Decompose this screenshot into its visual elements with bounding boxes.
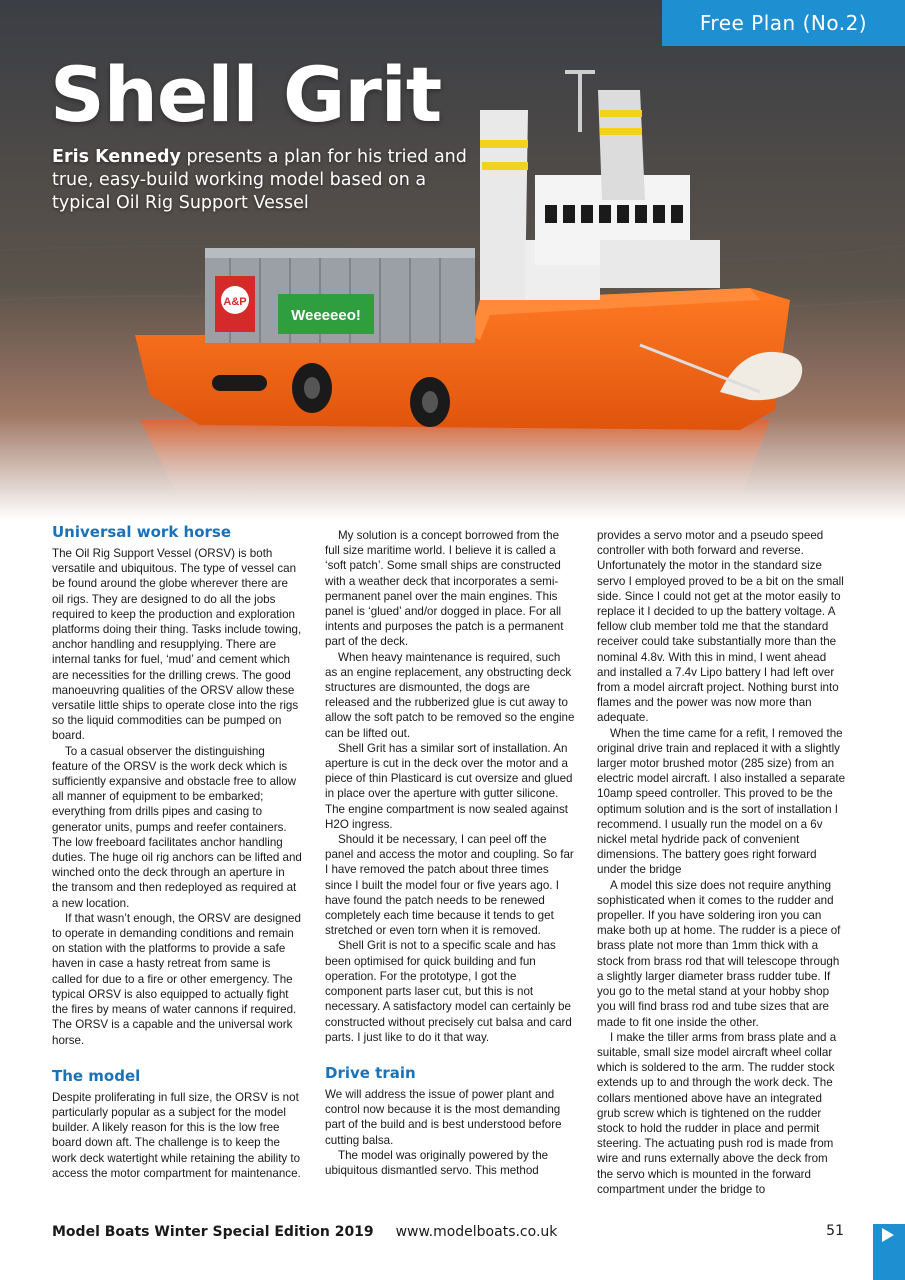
container-slogan: Weeeeeo! — [291, 307, 361, 324]
paragraph: Despite proliferating in full size, the ORSV is not particularly popular as a subject for the model builder. A likely reason for this is the low free board down aft. The challenge is to keep the work deck watertight while retaining the ability to access the motor compartment for maintenance. — [52, 1090, 301, 1180]
tyre-fender — [304, 377, 320, 399]
column-3 — [597, 528, 847, 1197]
deck-roller — [212, 375, 267, 391]
paragraph: The Oil Rig Support Vessel (ORSV) is both versatile and ubiquitous. The type of vessel can be found around the globe wherever there are oil rigs. They are designed to do all the jobs required to keep the production and exploration platforms doing their thing. Tasks include towing, anchor handling and resupplying. There are internal tanks for fuel, ‘mud’ and cement which are necessities for the drilling crews. The good manoeuvring qualities of the ORSV allow these versatile little ships to operate close into the rigs so the liquid commodities can be pumped on board. — [52, 547, 302, 743]
heading-the-model: The model — [52, 1066, 141, 1085]
paragraph: When heavy maintenance is required, such as an engine replacement, any obstructing deck structures are dismounted, the dogs are released and the rubberized glue is cut away to allow the soft patch to be removed so the engine can be lifted out. — [325, 650, 575, 740]
column-1 — [52, 522, 302, 1181]
hull-reflection — [140, 420, 770, 500]
standfirst-text: presents a plan for his tried and true, easy-build working model based on a typical Oil Rig Support Vessel — [52, 147, 467, 213]
cargo-container — [205, 248, 475, 343]
paragraph: To a casual observer the distinguishing feature of the ORSV is the work deck which is sufficiently expansive and obstacle free to allow all manner of equipment to be embarked; everything from drills pipes and casing to generator units, pumps and reefer containers. The low freeboard facilitates anchor handling duties. The huge oil rig anchors can be lifted and winched onto the deck through an aperture in the transom and then redeployed as required at a new location. — [52, 744, 302, 910]
paragraph: Shell Grit has a similar sort of installation. An aperture is cut in the deck over the motor and a piece of thin Plasticard is cut oversize and glued in place over the aperture with gutter silicone. The engine compartment is now sealed against H2O ingress. — [325, 741, 573, 831]
column-2 — [325, 528, 575, 1178]
website-link[interactable]: www.modelboats.co.uk — [395, 1224, 558, 1240]
paragraph: Shell Grit is not to a specific scale and has been optimised for quick building and fun operation. For the prototype, I got the component parts laser cut, but this is not necessary. A satisfactory model can certainly be constructed without precisely cut balsa and card parts. I just like to do it that way. — [325, 939, 572, 1044]
paragraph: My solution is a concept borrowed from the full size maritime world. I believe it is called a ‘soft patch’. Some small ships are constructed with a weather deck that incorporates a semi-permanent panel over the main engines. This panel is ‘glued’ and/or dogged in place. For all intents and purposes the patch is a permanent part of the deck. — [325, 529, 564, 649]
paragraph: Should it be necessary, I can peel off the panel and access the motor and coupling. So far I have removed the patch about three times since I built the model four or five years ago. I have found the patch needs to be renewed completely each time because it tends to get stretched or even torn when it is removed. — [325, 833, 574, 938]
paragraph: provides a servo motor and a pseudo speed controller with both forward and reverse. Unfortunately the motor in the standard size servo I employed proved to be a bit on the small side. Since I could not get at the motor easily to replace it I decided to up the battery voltage. A fellow club member told me that the standard receiver could take substantially more than the nominal 4.8v. With this in mind, I went ahead and installed a 7.4v Lipo battery I had left over from a model aircraft project. Nothing burst into flames and the power was now more than adequate. — [597, 529, 844, 725]
author-name: Eris Kennedy — [52, 147, 181, 167]
page-footer — [52, 1220, 852, 1242]
heading-universal-work-horse: Universal work horse — [52, 523, 232, 541]
heading-drive-train: Drive train — [325, 1063, 416, 1082]
paragraph: We will address the issue of power plant and control now because it is the most demanding part of the build and is best understood before cutting balsa. — [325, 1087, 562, 1147]
free-plan-tag: Free Plan (No.2) — [662, 0, 905, 46]
paragraph: When the time came for a refit, I removed the original drive train and replaced it with a slightly larger motor brushed motor (285 size) from an electric model aircraft. I also installed a separate 10amp speed controller. This proved to be the optimum solution and is the sort of installation I recommend. I usually run the model on a 6v nickel metal hydride pack of convenient dimensions. The battery goes right forward under the bridge — [597, 726, 846, 877]
page-number: 51 — [826, 1223, 844, 1239]
magazine-name: Model Boats Winter Special Edition 2019 — [52, 1224, 374, 1240]
paragraph: I make the tiller arms from brass plate and a suitable, small size model aircraft wheel collar which is soldered to the arm. The rudder stock extends up to and through the work deck. The collars mentioned above have an integrated grub screw which is tightened on the rudder stock to hold the rudder in place and permit steering. The actuating push rod is made from wire and runs externally above the deck from the servo which is mounted in the forward compartment under the bridge to — [597, 1030, 837, 1196]
paragraph: A model this size does not require anything sophisticated when it comes to the rudder and propeller. If you have soldering iron you can make both up at home. The rudder is a piece of brass plate not more than 1mm thick with a stock from brass rod that will telescope through a slightly larger diameter brass rudder tube. If you go to the metal stand at your hobby shop you will find brass rod and tube sizes that are made to fit one inside the other. — [597, 878, 841, 1029]
tyre-fender — [422, 391, 438, 413]
play-arrow-icon — [882, 1228, 894, 1242]
paragraph: The model was originally powered by the ubiquitous dismantled servo. This method — [325, 1148, 549, 1177]
container-logo: A&P — [223, 296, 247, 308]
article-title: Shell Grit — [50, 50, 442, 139]
standfirst — [52, 146, 472, 215]
paragraph: If that wasn’t enough, the ORSV are designed to operate in demanding conditions and remain on station with the platforms to provide a safe haven in case a hasty retreat from same is called for due to a fire or other emergency. The typical ORSV is also equipped to actually fight the fires by means of water cannons if required. The ORSV is a capable and the universal work horse. — [52, 911, 301, 1047]
next-page-button[interactable] — [873, 1224, 905, 1280]
